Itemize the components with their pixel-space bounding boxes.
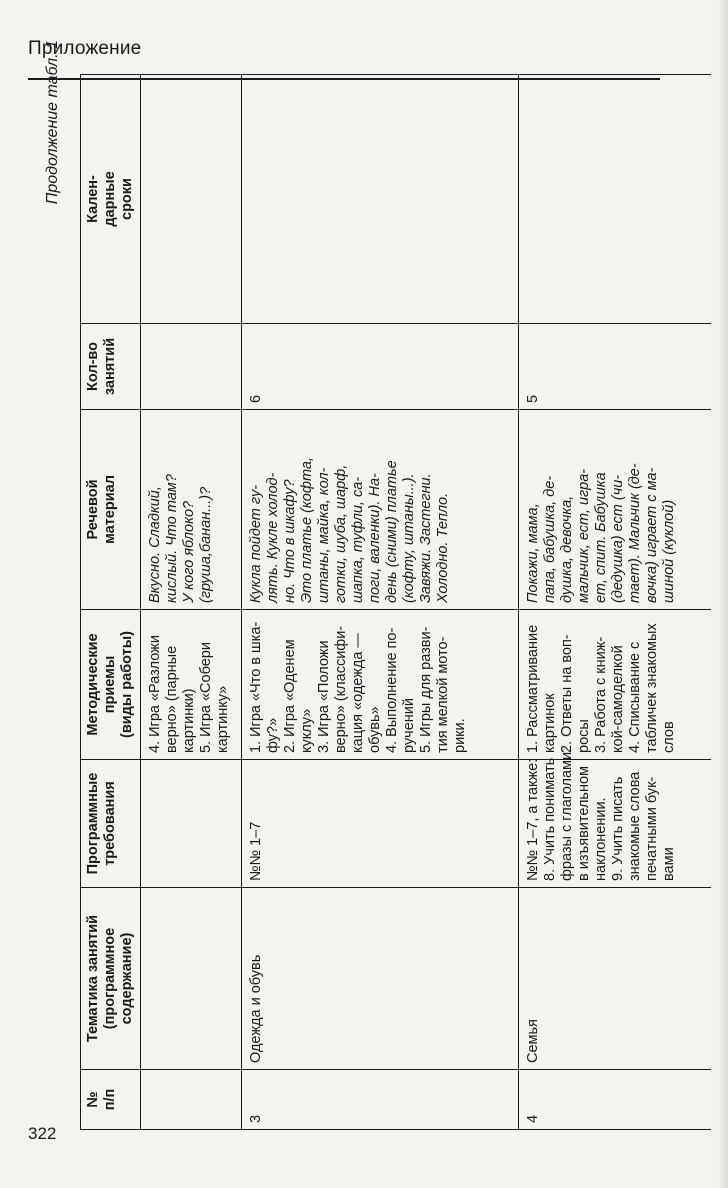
cell-line: вочка) играет с ма- bbox=[644, 467, 660, 603]
cell-number bbox=[141, 1070, 242, 1130]
cell-line: Речевой bbox=[85, 479, 101, 540]
cell-line: душка, девочка, bbox=[559, 495, 575, 603]
cell-topic bbox=[141, 888, 242, 1070]
cell-line: куклу» bbox=[299, 708, 315, 753]
cell-methods bbox=[141, 610, 242, 760]
cell-line: 4. Игра «Разложи bbox=[147, 635, 163, 753]
cell-line: № bbox=[85, 1091, 101, 1108]
cell-line: материал bbox=[102, 475, 118, 544]
cell-line: дарные bbox=[102, 171, 118, 227]
column-header bbox=[81, 75, 141, 324]
cell-requirements bbox=[242, 760, 519, 888]
cell-line: приемы bbox=[102, 655, 118, 714]
cell-line: тает). Мальчик (де- bbox=[627, 463, 643, 603]
cell-line: 8. Учить понимать bbox=[542, 757, 558, 881]
cell-line: кислый. Что там? bbox=[164, 474, 180, 603]
table-body bbox=[141, 75, 712, 1130]
cell-line: вами bbox=[661, 847, 677, 881]
cell-line: п/п bbox=[102, 1088, 118, 1111]
cell-line: Кол-во bbox=[85, 342, 101, 391]
cell-line: поги, валенки). На- bbox=[367, 473, 383, 603]
cell-line: Программные bbox=[85, 772, 101, 875]
column-header bbox=[81, 610, 141, 760]
cell-line: табличек знакомых bbox=[644, 623, 660, 753]
cell-line: картинок bbox=[542, 693, 558, 753]
table-row bbox=[242, 75, 519, 1130]
cell-line: Покажи, мама, bbox=[525, 503, 541, 603]
cell-line: сроки bbox=[119, 178, 135, 220]
cell-line: кация «одежда — bbox=[350, 633, 366, 753]
cell-line: тия мелкой мото- bbox=[435, 636, 451, 753]
cell-line: картинки) bbox=[181, 688, 197, 753]
cell-line: Холодно. Тепло. bbox=[435, 492, 451, 603]
table-continuation-caption: Продолжение табл. 1 bbox=[44, 40, 61, 205]
cell-line: знакомые слова bbox=[627, 771, 643, 881]
cell-line: но. Что в шкафу? bbox=[282, 479, 298, 603]
column-header bbox=[81, 324, 141, 410]
cell-line: росы bbox=[576, 719, 592, 753]
cell-line: (кофту, штаны...). bbox=[401, 473, 417, 603]
cell-line: Завяжи. Застегни. bbox=[418, 473, 434, 603]
cell-line: занятий bbox=[102, 337, 118, 396]
cell-line: Методические bbox=[85, 633, 101, 736]
cell-line: мальчик, ест, игра- bbox=[576, 468, 592, 603]
column-header bbox=[81, 1070, 141, 1130]
cell-line: (груша,банан...)? bbox=[198, 486, 214, 603]
cell-lesson-count: 5 bbox=[519, 324, 712, 410]
cell-line: Кукла пойдет гу- bbox=[248, 484, 264, 603]
cell-line: 1. Игра «Что в шка- bbox=[248, 621, 264, 753]
cell-line: 9. Учить писать bbox=[610, 776, 626, 881]
cell-line: день (сними) платье bbox=[384, 460, 400, 603]
cell-line: ет, спит. Бабушка bbox=[593, 472, 609, 603]
cell-line: 4. Выполнение по- bbox=[384, 627, 400, 753]
cell-lesson-count: 6 bbox=[242, 324, 519, 410]
cell-line: готки, шуба, шарф, bbox=[333, 464, 349, 603]
cell-calendar-dates bbox=[242, 75, 519, 324]
cell-line: шиной (куклой) bbox=[661, 499, 677, 603]
cell-line: ручений bbox=[401, 698, 417, 753]
cell-line: У кого яблоко? bbox=[181, 500, 197, 603]
cell-line: в изъявительном bbox=[576, 766, 592, 881]
cell-line: Это платье (кофта, bbox=[299, 457, 315, 603]
cell-speech-material bbox=[519, 410, 712, 610]
cell-line: Кален- bbox=[85, 175, 101, 223]
cell-methods bbox=[242, 610, 519, 760]
column-header bbox=[81, 888, 141, 1070]
page-edge-shadow bbox=[718, 0, 728, 1188]
cell-line: 5. Игры для разви- bbox=[418, 626, 434, 753]
curriculum-table bbox=[80, 74, 711, 1130]
cell-lesson-count bbox=[141, 324, 242, 410]
cell-line: картинку» bbox=[215, 685, 231, 753]
cell-methods bbox=[519, 610, 712, 760]
cell-line: 3. Работа с книж- bbox=[593, 636, 609, 753]
cell-line: слов bbox=[661, 721, 677, 753]
cell-line: фу?» bbox=[265, 717, 281, 753]
table-row bbox=[519, 75, 712, 1130]
cell-line: (дедушка) ест (чи- bbox=[610, 474, 626, 603]
cell-line: Тематика занятий bbox=[85, 914, 101, 1043]
cell-line: 4. Списывание с bbox=[627, 641, 643, 753]
cell-line: требования bbox=[102, 781, 118, 866]
cell-line: 5. Игра «Собери bbox=[198, 642, 214, 753]
cell-topic: Одежда и обувь bbox=[242, 888, 519, 1070]
table-row bbox=[141, 75, 242, 1130]
table-header-row bbox=[81, 75, 141, 1130]
cell-speech-material bbox=[141, 410, 242, 610]
cell-line: 2. Ответы на воп- bbox=[559, 634, 575, 753]
cell-number: 3 bbox=[242, 1070, 519, 1130]
column-header bbox=[81, 760, 141, 888]
cell-line: содержание) bbox=[119, 932, 135, 1025]
cell-line: лять. Кукле холод- bbox=[265, 472, 281, 603]
cell-line: (виды работы) bbox=[119, 631, 135, 738]
cell-line: наклонении. bbox=[593, 797, 609, 881]
cell-line: верно» (парные bbox=[164, 645, 180, 753]
cell-line: 2. Игра «Оденем bbox=[282, 639, 298, 753]
cell-calendar-dates bbox=[519, 75, 712, 324]
cell-line: обувь» bbox=[367, 706, 383, 753]
cell-line: 3. Игра «Положи bbox=[316, 640, 332, 753]
cell-line: папа, бабушка, де- bbox=[542, 475, 558, 603]
cell-number: 4 bbox=[519, 1070, 712, 1130]
cell-line: (программное bbox=[102, 927, 118, 1030]
cell-line: шапка, туфли, са- bbox=[350, 476, 366, 603]
cell-line: фразы с глаголами bbox=[559, 751, 575, 881]
cell-line: кой-самоделкой bbox=[610, 645, 626, 753]
column-header bbox=[81, 410, 141, 610]
cell-speech-material bbox=[242, 410, 519, 610]
cell-topic: Семья bbox=[519, 888, 712, 1070]
cell-line: №№ 1–7, а также: bbox=[525, 758, 541, 881]
cell-line: №№ 1–7 bbox=[248, 821, 264, 881]
rotated-table-page bbox=[40, 30, 690, 1130]
cell-requirements bbox=[141, 760, 242, 888]
page-number: 322 bbox=[28, 1124, 57, 1143]
cell-calendar-dates bbox=[141, 75, 242, 324]
cell-line: верно» (классифи- bbox=[333, 625, 349, 753]
cell-line: 1. Рассматривание bbox=[525, 624, 541, 753]
section-title: Приложение bbox=[28, 38, 142, 59]
cell-line: Вкусно. Сладкий, bbox=[147, 486, 163, 603]
cell-line: штаны, майка, кол- bbox=[316, 467, 332, 603]
cell-requirements bbox=[519, 751, 712, 888]
cell-line: рики. bbox=[452, 718, 468, 753]
cell-line: печатными бук- bbox=[644, 776, 660, 881]
